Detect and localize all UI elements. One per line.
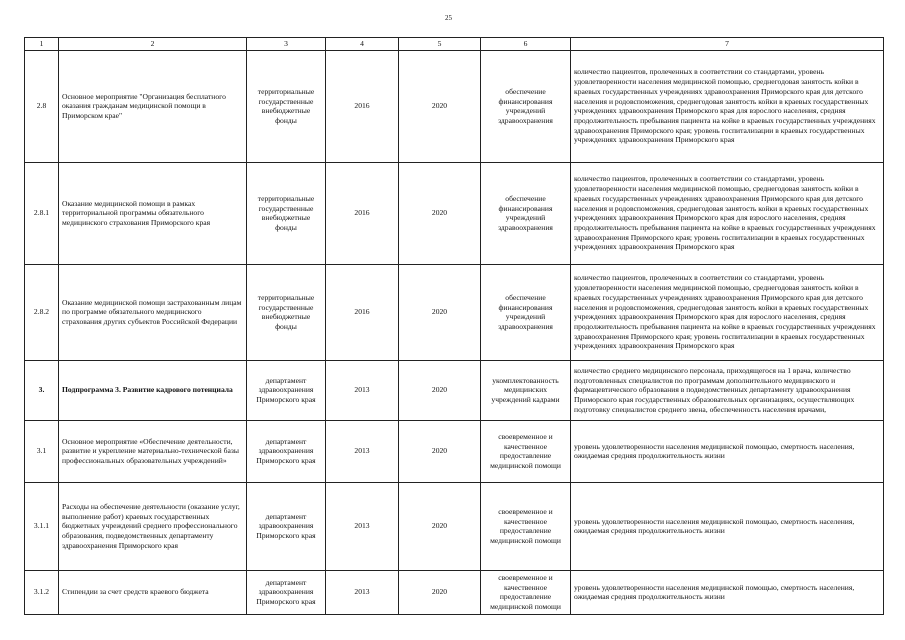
column-number: 7 bbox=[571, 38, 884, 51]
start-year: 2013 bbox=[326, 420, 399, 482]
end-year: 2020 bbox=[399, 420, 481, 482]
indicators: количество среднего медицинского персонала, приходящегося на 1 врача, количество подготовленных специалистов по программам дополнительного медицинского и фармацевтического образования в подведомственных департаменту здравоохранения Приморского края государственных образовательных организациях, осуществляющих подготовку специалистов среднего звена, обеспеченность населения врачами, bbox=[571, 360, 884, 420]
executor: территориальные государственные внебюджетные фонды bbox=[247, 264, 326, 360]
table-row bbox=[25, 482, 884, 570]
activity-name: Стипендии за счет средств краевого бюджета bbox=[59, 570, 247, 614]
indicators: количество пациентов, пролеченных в соответствии со стандартами, уровень удовлетворенности населения медицинской помощью, среднегодовая занятость койки в краевых государственных учреждениях здравоохранения Приморского края для детского населения и родовспоможения, среднегодовая занятость койки в краевых государственных учреждениях здравоохранения Приморского края для взрослого населения, средняя продолжительность пребывания пациента на койке в краевых государственных учреждениях здравоохранения Приморского края; уровень госпитализации в краевых государственных учреждениях здравоохранения Приморского края bbox=[571, 50, 884, 162]
end-year: 2020 bbox=[399, 570, 481, 614]
activity-name: Основное мероприятие «Обеспечение деятельности, развитие и укрепление материально-технической базы профессиональных образовательных учреждений» bbox=[59, 420, 247, 482]
start-year: 2016 bbox=[326, 162, 399, 264]
indicators: уровень удовлетворенности населения медицинской помощью, смертность населения, ожидаемая средняя продолжительность жизни bbox=[571, 570, 884, 614]
item-number: 3.1 bbox=[25, 420, 59, 482]
activity-name: Оказание медицинской помощи застрахованным лицам по программе обязательного медицинского страхования других субъектов Российской Федерации bbox=[59, 264, 247, 360]
activity-name: Оказание медицинской помощи в рамках территориальной программы обязательного медицинского страхования Приморского края bbox=[59, 162, 247, 264]
expected-result: своевременное и качественное предоставление медицинской помощи bbox=[481, 570, 571, 614]
table-row bbox=[25, 162, 884, 264]
start-year: 2016 bbox=[326, 50, 399, 162]
executor: территориальные государственные внебюджетные фонды bbox=[247, 50, 326, 162]
start-year: 2013 bbox=[326, 482, 399, 570]
expected-result: укомплектованность медицинских учреждений кадрами bbox=[481, 360, 571, 420]
end-year: 2020 bbox=[399, 50, 481, 162]
expected-result: своевременное и качественное предоставление медицинской помощи bbox=[481, 482, 571, 570]
start-year: 2013 bbox=[326, 570, 399, 614]
expected-result: обеспечение финансирования учреждений здравоохранения bbox=[481, 264, 571, 360]
start-year: 2016 bbox=[326, 264, 399, 360]
expected-result: обеспечение финансирования учреждений здравоохранения bbox=[481, 50, 571, 162]
activity-name: Основное мероприятие "Организация бесплатного оказания гражданам медицинской помощи в Приморском крае" bbox=[59, 50, 247, 162]
end-year: 2020 bbox=[399, 360, 481, 420]
expected-result: обеспечение финансирования учреждений здравоохранения bbox=[481, 162, 571, 264]
indicators: уровень удовлетворенности населения медицинской помощью, смертность населения, ожидаемая средняя продолжительность жизни bbox=[571, 482, 884, 570]
table-row bbox=[25, 570, 884, 614]
column-number: 2 bbox=[59, 38, 247, 51]
table-row bbox=[25, 50, 884, 162]
item-number: 2.8.1 bbox=[25, 162, 59, 264]
end-year: 2020 bbox=[399, 264, 481, 360]
item-number: 3.1.2 bbox=[25, 570, 59, 614]
expected-result: своевременное и качественное предоставление медицинской помощи bbox=[481, 420, 571, 482]
table-row bbox=[25, 264, 884, 360]
executor: департамент здравоохранения Приморского края bbox=[247, 482, 326, 570]
item-number: 2.8 bbox=[25, 50, 59, 162]
indicators: количество пациентов, пролеченных в соответствии со стандартами, уровень удовлетворенности населения медицинской помощью, среднегодовая занятость койки в краевых государственных учреждениях здравоохранения Приморского края для детского населения и родовспоможения, среднегодовая занятость койки в краевых государственных учреждениях здравоохранения Приморского края для взрослого населения, средняя продолжительность пребывания пациента на койке в краевых государственных учреждениях здравоохранения Приморского края; уровень госпитализации в краевых государственных учреждениях здравоохранения Приморского края bbox=[571, 264, 884, 360]
indicators: количество пациентов, пролеченных в соответствии со стандартами, уровень удовлетворенности населения медицинской помощью, среднегодовая занятость койки в краевых государственных учреждениях здравоохранения Приморского края для детского населения и родовспоможения, среднегодовая занятость койки в краевых государственных учреждениях здравоохранения Приморского края для взрослого населения, средняя продолжительность пребывания пациента на койке в краевых государственных учреждениях здравоохранения Приморского края; уровень госпитализации в краевых государственных учреждениях здравоохранения Приморского края bbox=[571, 162, 884, 264]
item-number: 3. bbox=[25, 360, 59, 420]
table-row bbox=[25, 360, 884, 420]
activity-name: Расходы на обеспечение деятельности (оказание услуг, выполнение работ) краевых государственных бюджетных учреждений среднего профессионального образования, подведомственных департаменту здравоохранения Приморского края bbox=[59, 482, 247, 570]
item-number: 2.8.2 bbox=[25, 264, 59, 360]
end-year: 2020 bbox=[399, 482, 481, 570]
table-row bbox=[25, 420, 884, 482]
column-number: 5 bbox=[399, 38, 481, 51]
end-year: 2020 bbox=[399, 162, 481, 264]
start-year: 2013 bbox=[326, 360, 399, 420]
item-number: 3.1.1 bbox=[25, 482, 59, 570]
subprogram-name: Подпрограмма 3. Развитие кадрового потенциала bbox=[59, 360, 247, 420]
executor: департамент здравоохранения Приморского края bbox=[247, 570, 326, 614]
executor: департамент здравоохранения Приморского края bbox=[247, 360, 326, 420]
page-number: 25 bbox=[445, 14, 452, 22]
executor: департамент здравоохранения Приморского края bbox=[247, 420, 326, 482]
column-number: 6 bbox=[481, 38, 571, 51]
column-number: 4 bbox=[326, 38, 399, 51]
indicators: уровень удовлетворенности населения медицинской помощью, смертность населения, ожидаемая средняя продолжительность жизни bbox=[571, 420, 884, 482]
executor: территориальные государственные внебюджетные фонды bbox=[247, 162, 326, 264]
column-number: 3 bbox=[247, 38, 326, 51]
program-activities-table bbox=[24, 37, 884, 615]
column-number-row bbox=[25, 38, 884, 51]
column-number: 1 bbox=[25, 38, 59, 51]
